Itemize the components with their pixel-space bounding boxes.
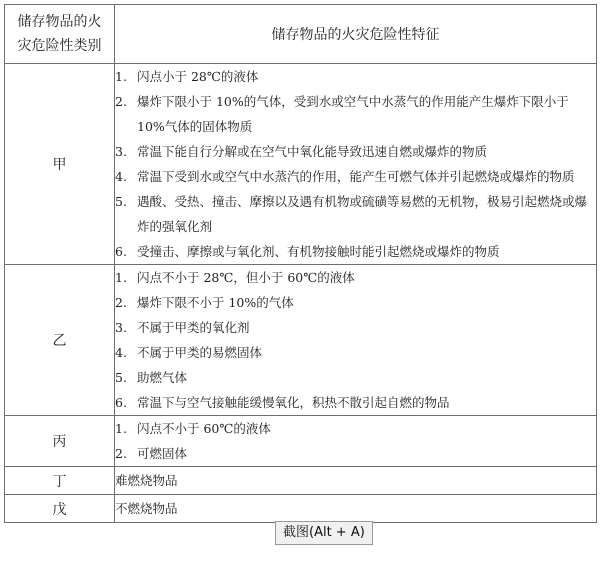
item-number: 4. [115,345,127,360]
item-number: 6. [115,244,127,259]
hazard-class-cell: 丁 [5,467,115,495]
table-row-class-e [5,495,597,523]
item-number: 5. [115,194,127,209]
list-item [115,64,596,89]
item-number: 2. [115,295,127,310]
table-row-class-c [5,416,597,467]
header-hazard-features: 储存物品的火灾危险性特征 [115,5,597,64]
item-text: 常温下受到水或空气中水蒸汽的作用，能产生可燃气体并引起燃烧或爆炸的物质 [137,169,575,184]
item-text: 可燃固体 [137,446,188,461]
item-number: 3. [115,320,127,335]
screenshot-shortcut-tooltip: 截图(Alt + A) [275,521,373,545]
item-number: 3. [115,144,127,159]
item-number: 1. [115,270,127,285]
list-item [115,390,596,415]
list-item [115,164,596,189]
item-number: 1. [115,69,127,84]
item-text: 爆炸下限不小于 10%的气体 [137,295,294,310]
item-text: 受撞击、摩擦或与氧化剂、有机物接触时能引起燃烧或爆炸的物质 [137,244,500,259]
hazard-features-cell [115,416,597,467]
item-text: 不属于甲类的氧化剂 [137,320,250,335]
hazard-class-cell: 甲 [5,64,115,265]
table-header-row [5,5,597,64]
list-item [115,365,596,390]
header-hazard-class [5,5,115,64]
item-number: 4. [115,169,127,184]
list-item [115,189,596,239]
item-text: 闪点不小于 60℃的液体 [137,421,271,436]
header-hazard-class-line1: 储存物品的火 [17,14,102,30]
item-text: 常温下能自行分解或在空气中氧化能导致迅速自燃或爆炸的物质 [137,144,488,159]
list-item [115,340,596,365]
hazard-features-cell [115,64,597,265]
hazard-class-cell: 丙 [5,416,115,467]
list-item [115,441,596,466]
item-number: 6. [115,395,127,410]
item-text: 爆炸下限小于 10%的气体，受到水或空气中水蒸气的作用能产生爆炸下限小于 10%气体的固体物质 [137,94,569,134]
header-hazard-class-line2: 灾危险性类别 [17,38,102,54]
hazard-features-cell: 不燃烧物品 [115,495,597,523]
item-text: 助燃气体 [137,370,188,385]
item-text: 闪点不小于 28℃，但小于 60℃的液体 [137,270,355,285]
item-number: 1. [115,421,127,436]
table-row-class-b [5,265,597,416]
hazard-features-cell: 难燃烧物品 [115,467,597,495]
list-item [115,416,596,441]
fire-hazard-table [4,4,597,523]
list-item [115,89,596,139]
hazard-class-cell: 乙 [5,265,115,416]
hazard-features-cell [115,265,597,416]
item-text: 不属于甲类的易燃固体 [137,345,263,360]
hazard-class-cell: 戊 [5,495,115,523]
item-text: 闪点小于 28℃的液体 [137,69,259,84]
item-text: 常温下与空气接触能缓慢氧化，积热不散引起自燃的物品 [137,395,450,410]
item-text: 遇酸、受热、撞击、摩擦以及遇有机物或硫磺等易燃的无机物，极易引起燃烧或爆炸的强氧化剂 [137,194,588,234]
item-number: 2. [115,446,127,461]
list-item [115,315,596,340]
item-number: 2. [115,94,127,109]
item-number: 5. [115,370,127,385]
list-item [115,239,596,264]
list-item [115,290,596,315]
table-row-class-a [5,64,597,265]
list-item [115,139,596,164]
table-row-class-d [5,467,597,495]
list-item [115,265,596,290]
